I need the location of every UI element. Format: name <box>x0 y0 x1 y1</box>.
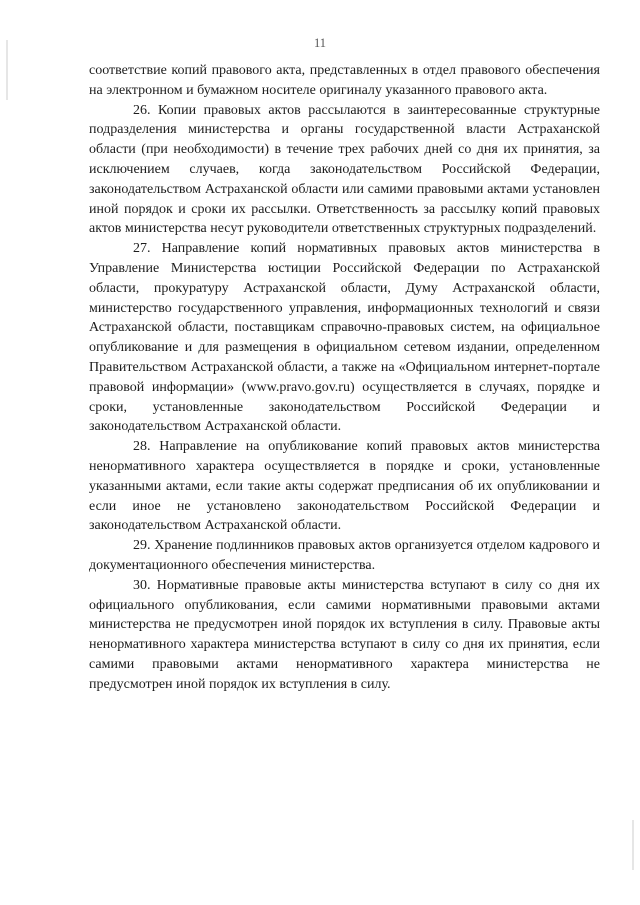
paragraph-30: 30. Нормативные правовые акты министерства вступают в силу со дня их официального опубликования, если самими нормативными правовыми актами министерства не предусмотрен иной порядок их вступления в силу. Правовые акты ненормативного характера министерства вступают в силу со дня их принятия, если самими правовыми актами ненормативного характера министерства не предусмотрен иной порядок их вступления в силу. <box>89 577 600 692</box>
paragraph-28: 28. Направление на опубликование копий правовых актов министерства ненормативного характера осуществляется в порядке и сроки, установленные указанными актами, если такие акты содержат предписания об их опубликовании и если иное не установлено законодательством Российской Федерации и законодательством Астраханской области. <box>89 439 600 534</box>
paragraph-26: 26. Копии правовых актов рассылаются в заинтересованные структурные подразделения министерства и органы государственной власти Астраханской области (при необходимости) в течение трех рабочих дней со дня их принятия, за исключением случаев, когда законодательством Российской Федерации, законодательством Астраханской области или самими правовыми актами установлен иной порядок и сроки их рассылки. Ответственность за рассылку копий правовых актов министерства несут руководители ответственных структурных подразделений. <box>89 102 600 237</box>
paragraph-27: 27. Направление копий нормативных правовых актов министерства в Управление Министерства юстиции Российской Федерации по Астраханской области, прокуратуру Астраханской области, Думу Астраханской области, министерство государственного управления, информационных технологий и связи Астраханской области, поставщикам справочно-правовых систем, на официальное опубликование и для размещения в официальном сетевом издании, определенном Правительством Астраханской области, а также на «Официальном интернет-портале правовой информации» (www.pravo.gov.ru) осуществляется в случаях, порядке и сроки, установленные законодательством Российской Федерации и законодательством Астраханской области. <box>89 241 600 435</box>
scan-artifact-right <box>632 820 634 870</box>
page-number: 11 <box>313 36 327 50</box>
scan-artifact-left <box>6 40 8 100</box>
paragraph-continuation: соответствие копий правового акта, представленных в отдел правового обеспечения на электронном и бумажном носителе оригиналу указанного правового акта. <box>89 63 600 98</box>
paragraph-29: 29. Хранение подлинников правовых актов организуется отделом кадрового и документационного обеспечения министерства. <box>89 538 600 573</box>
document-body <box>89 61 600 695</box>
